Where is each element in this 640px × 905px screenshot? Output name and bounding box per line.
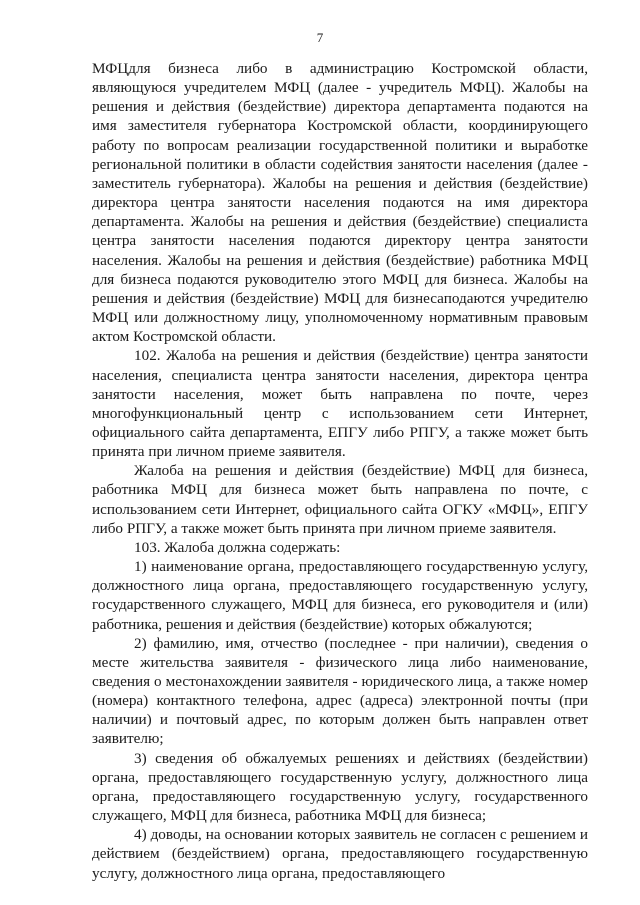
paragraph-102-mfc: Жалоба на решения и действия (бездействие) МФЦ для бизнеса, работника МФЦ для бизнеса может быть направлена по почте, с использованием сети Интернет, официального сайта ОГКУ «МФЦ», ЕПГУ либо РПГУ, а также может быть принята при личном приеме заявителя. xyxy=(92,462,588,537)
paragraph-103: 103. Жалоба должна содержать: xyxy=(134,538,341,556)
paragraph-continuation: МФЦдля бизнеса либо в администрацию Костромской области, являющуюся учредителем МФЦ (далее - учредитель МФЦ). Жалобы на решения и действия (бездействие) директора департамента подаются на имя заместителя губернатора Костромской области, координирующего работу по вопросам реализации государственной политики и выработке региональной политики в области содействия занятости населения (далее - заместитель губернатора). Жалобы на решения и действия (бездействие) директора центра занятости населения подаются на имя директора департамента. Жалобы на решения и действия (бездействие) специалиста центра занятости населения подаются директору центра занятости населения. Жалобы на решения и действия (бездействие) работника МФЦ для бизнеса подаются руководителю этого МФЦ для бизнеса. Жалобы на решения и действия (бездействие) МФЦ для бизнесаподаются учредителю МФЦ или должностному лицу, уполномоченному нормативным правовым актом Костромской области. xyxy=(92,60,588,346)
list-item-2: 2) фамилию, имя, отчество (последнее - при наличии), сведения о месте жительства заявителя - физического лица либо наименование, сведения о местонахождении заявителя - юридического лица, а также номер (номера) контактного телефона, адрес (адреса) электронной почты (при наличии) и почтовый адрес, по которым должен быть направлен ответ заявителю; xyxy=(92,634,588,748)
paragraph-102: 102. Жалоба на решения и действия (бездействие) центра занятости населения, специалиста центра занятости населения, директора центра занятости населения, может быть направлена по почте, через многофункциональный центр с использованием сети Интернет, официального сайта департамента, ЕПГУ либо РПГУ, а также может быть принята при личном приеме заявителя. xyxy=(92,347,588,461)
list-item-1: 1) наименование органа, предоставляющего государственную услугу, должностного лица органа, предоставляющего государственную услугу, государственного служащего, МФЦ для бизнеса, его руководителя и (или) работника, решения и действия (бездействие) которых обжалуются; xyxy=(92,558,588,633)
list-item-4: 4) доводы, на основании которых заявитель не согласен с решением и действием (бездействием) органа, предоставляющего государственную услугу, должностного лица органа, предоставляющего xyxy=(92,826,588,882)
list-item-3: 3) сведения об обжалуемых решениях и действиях (бездействии) органа, предоставляющего государственную услугу, должностного лица органа, предоставляющего государственную услугу, государственного служащего, МФЦ для бизнеса, работника МФЦ для бизнеса; xyxy=(92,749,588,825)
document-body xyxy=(92,59,588,883)
page-number: 7 xyxy=(316,30,324,45)
